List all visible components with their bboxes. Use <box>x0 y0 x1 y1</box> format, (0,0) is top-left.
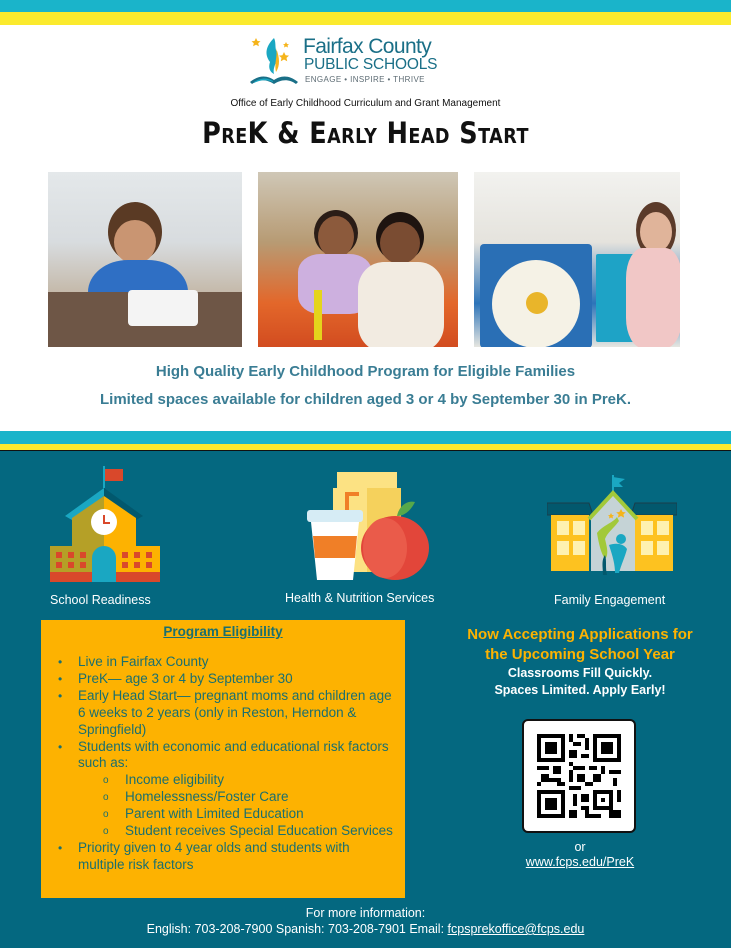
footer-contacts: English: 703-208-7900 Spanish: 703-208-7901 Email: fcpsprekoffice@fcps.edu <box>146 922 585 936</box>
bullet-icon: • <box>58 739 63 754</box>
eligibility-subitem: o Parent with Limited Education <box>41 806 405 823</box>
email-link[interactable]: fcpsprekoffice@fcps.edu <box>447 922 585 936</box>
eligibility-subitem: o Income eligibility <box>41 772 405 789</box>
prek-website-link[interactable]: www.fcps.edu/PreK <box>525 855 635 869</box>
eligibility-list <box>41 654 405 874</box>
school-building-icon <box>50 466 160 587</box>
fcps-logo <box>246 32 456 88</box>
photo-children-on-rug <box>258 172 458 347</box>
office-name: Office of Early Childhood Curriculum and Grant Management <box>230 98 501 109</box>
tagline-limited-spaces: Limited spaces available for children aged 3 or 4 by September 30 in PreK. <box>99 391 632 408</box>
apply-early-note: Classrooms Fill Quickly. Spaces Limited. Apply Early! <box>494 666 666 697</box>
eligibility-subitem: o Homelessness/Foster Care <box>41 789 405 806</box>
eligibility-title: Program Eligibility <box>163 624 283 639</box>
or-text: or <box>574 840 586 854</box>
photo-boy-with-blocks <box>48 172 242 347</box>
top-teal-band <box>0 0 731 12</box>
qr-code[interactable] <box>522 719 636 833</box>
applications-headline: Now Accepting Applications for the Upcoming School Year <box>467 626 693 663</box>
family-school-icon <box>547 475 677 586</box>
page-title: PreK & Early Head Start <box>202 116 529 150</box>
eligibility-subitem: o Student receives Special Education Services <box>41 823 405 840</box>
eligibility-item: • Early Head Start— pregnant moms and children age 6 weeks to 2 years (only in Reston, Herndon & Springfield) <box>58 687 392 737</box>
eligibility-item: • Priority given to 4 year olds and students with multiple risk factors <box>58 839 350 872</box>
program-eligibility-box <box>41 620 405 898</box>
eligibility-item: • Live in Fairfax County <box>58 654 209 669</box>
logo-name: Fairfax County <box>303 35 432 58</box>
service-label-school-readiness: School Readiness <box>50 593 151 607</box>
bullet-icon: • <box>58 671 63 686</box>
logo-tagline: ENGAGE • INSPIRE • THRIVE <box>305 75 425 84</box>
bullet-icon: • <box>58 688 63 703</box>
sub-bullet-icon: o <box>103 792 109 804</box>
bullet-icon: • <box>58 655 63 669</box>
middle-teal-band <box>0 431 731 444</box>
service-label-health-nutrition: Health & Nutrition Services <box>285 591 435 605</box>
photo-girl-weather-chart <box>474 172 680 347</box>
eligibility-item: • PreK— age 3 or 4 by September 30 <box>58 670 293 686</box>
top-yellow-band <box>0 12 731 25</box>
torch-book-icon <box>246 32 302 88</box>
footer-heading: For more information: <box>305 906 426 920</box>
tagline-program: High Quality Early Childhood Program for Eligible Families <box>155 363 576 380</box>
logo-subtitle: PUBLIC SCHOOLS <box>304 56 438 73</box>
qr-code-icon <box>537 734 621 818</box>
eligibility-item: • Students with economic and educational risk factors such as: <box>58 738 389 771</box>
service-label-family-engagement: Family Engagement <box>554 593 666 607</box>
sub-bullet-icon: o <box>103 775 109 787</box>
sub-bullet-icon: o <box>103 809 109 821</box>
food-drink-icon <box>307 470 429 585</box>
bullet-icon: • <box>58 840 63 855</box>
sub-bullet-icon: o <box>103 826 109 838</box>
